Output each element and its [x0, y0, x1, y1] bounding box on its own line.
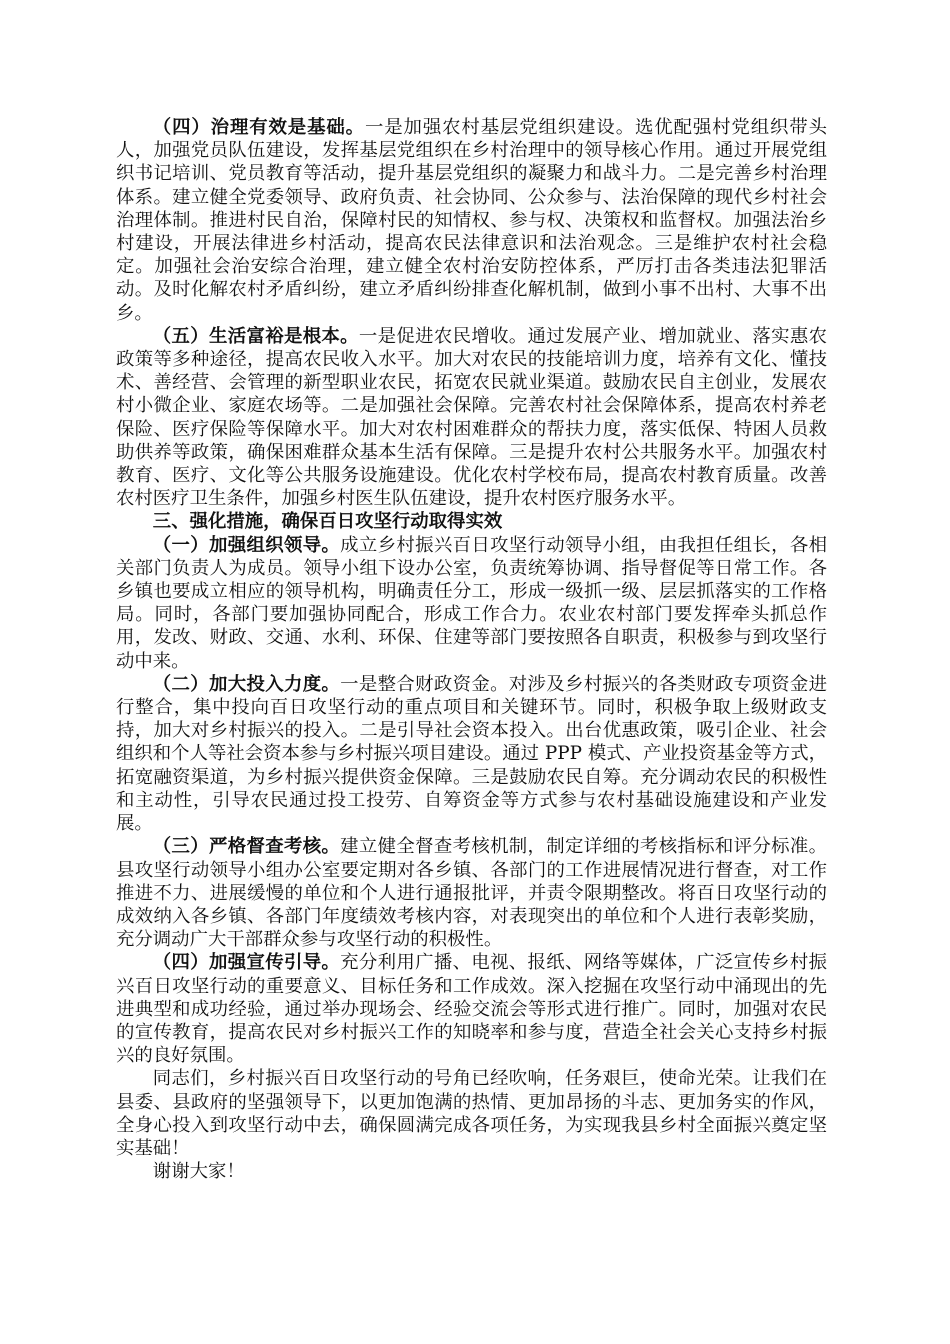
paragraph-body: 一是促进农民增收。通过发展产业、增加就业、落实惠农政策等多种途径，提高农民收入水平。加大对农民的技能培训力度，培养有文化、懂技术、善经营、会管理的新型职业农民，拓宽农民就业渠道。鼓励农民自主创业，发展农村小微企业、家庭农场等。二是加强社会保障。完善农村社会保障体系，提高农村养老保险、医疗保险等保障水平。加大对农村困难群众的帮扶力度，落实低保、特困人员救助供养等政策，确保困难群众基本生活有保障。三是提升农村公共服务水平。加强农村教育、医疗、文化等公共服务设施建设。优化农村学校布局，提高农村教育质量。改善农村医疗卫生条件，加强乡村医生队伍建设，提升农村医疗服务水平。 [116, 325, 827, 510]
paragraph-body: 成立乡村振兴百日攻坚行动领导小组，由我担任组长，各相关部门负责人为成员。领导小组下设办公室，负责统筹协调、指导督促等日常工作。各乡镇也要成立相应的领导机构，明确责任分工，形成一级抓一级、层层抓落实的工作格局。同时，各部门要加强协同配合，形成工作合力。农业农村部门要发挥牵头抓总作用，发改、财政、交通、水利、环保、住建等部门要按照各自职责，积极参与到攻坚行动中来。 [116, 534, 827, 672]
paragraph-publicity [116, 951, 827, 1067]
closing-paragraph: 同志们，乡村振兴百日攻坚行动的号角已经吹响，任务艰巨，使命光荣。让我们在县委、县政府的坚强领导下，以更加饱满的热情、更加昂扬的斗志、更加务实的作风，全身心投入到攻坚行动中去，确保圆满完成各项任务，为实现我县乡村全面振兴奠定坚实基础！ [116, 1068, 827, 1159]
paragraph-lead: （五）生活富裕是根本。 [152, 325, 359, 347]
paragraph-body: 建立健全督查考核机制，制定详细的考核指标和评分标准。县攻坚行动领导小组办公室要定期对各乡镇、各部门的工作进展情况进行督查，对工作推进不力、进展缓慢的单位和个人进行通报批评，并责令限期整改。将百日攻坚行动的成效纳入各乡镇、各部门年度绩效考核内容，对表现突出的单位和个人进行表彰奖励，充分调动广大干部群众参与攻坚行动的积极性。 [116, 836, 827, 951]
paragraph-prosperity [116, 325, 827, 511]
paragraph-lead: （四）治理有效是基础。 [152, 117, 365, 138]
thanks-line: 谢谢大家！ [152, 1161, 245, 1183]
paragraph-governance [116, 116, 827, 325]
paragraph-body: 充分利用广播、电视、报纸、网络等媒体，广泛宣传乡村振兴百日攻坚行动的重要意义、目标任务和工作成效。深入挖掘在攻坚行动中涌现出的先进典型和成功经验，通过举办现场会、经验交流会等形式进行推广。同时，加强对农民的宣传教育，提高农民对乡村振兴工作的知晓率和参与度，营造全社会关心支持乡村振兴的良好氛围。 [116, 952, 827, 1067]
paragraph-body: 一是整合财政资金。对涉及乡村振兴的各类财政专项资金进行整合，集中投向百日攻坚行动的重点项目和关键环节。同时，积极争取上级财政支持，加大对乡村振兴的投入。二是引导社会资本投入。出台优惠政策，吸引企业、社会组织和个人等社会资本参与乡村振兴项目建设。通过 PPP 模式、产业投资基金等方式，拓宽融资渠道，为乡村振兴提供资金保障。三是鼓励农民自筹。充分调动农民的积极性和主动性，引导农民通过投工投劳、自筹资金等方式参与农村基础设施建设和产业发展。 [116, 673, 827, 835]
section-heading: 三、强化措施，确保百日攻坚行动取得实效 [152, 511, 503, 533]
paragraph-body: 一是加强农村基层党组织建设。选优配强村党组织带头人，加强党员队伍建设，发挥基层党组织在乡村治理中的领导核心作用。通过开展党组织书记培训、党员教育等活动，提升基层党组织的凝聚力和战斗力。二是完善乡村治理体系。建立健全党委领导、政府负责、社会协同、公众参与、法治保障的现代乡村社会治理体制。推进村民自治，保障村民的知情权、参与权、决策权和监督权。加强法治乡村建设，开展法律进乡村活动，提高农民法律意识和法治观念。三是维护农村社会稳定。加强社会治安综合治理，建立健全农村治安防控体系，严厉打击各类违法犯罪活动。及时化解农村矛盾纠纷，建立矛盾纠纷排查化解机制，做到小事不出村、大事不出乡。 [116, 117, 827, 324]
paragraph-organization [116, 534, 827, 673]
paragraph-lead: （四）加强宣传引导。 [152, 952, 341, 974]
paragraph-lead: （三）严格督查考核。 [152, 836, 341, 858]
paragraph-lead: （二）加大投入力度。 [152, 673, 341, 695]
paragraph-supervision [116, 835, 827, 951]
paragraph-lead: （一）加强组织领导。 [152, 534, 341, 556]
paragraph-investment [116, 673, 827, 835]
